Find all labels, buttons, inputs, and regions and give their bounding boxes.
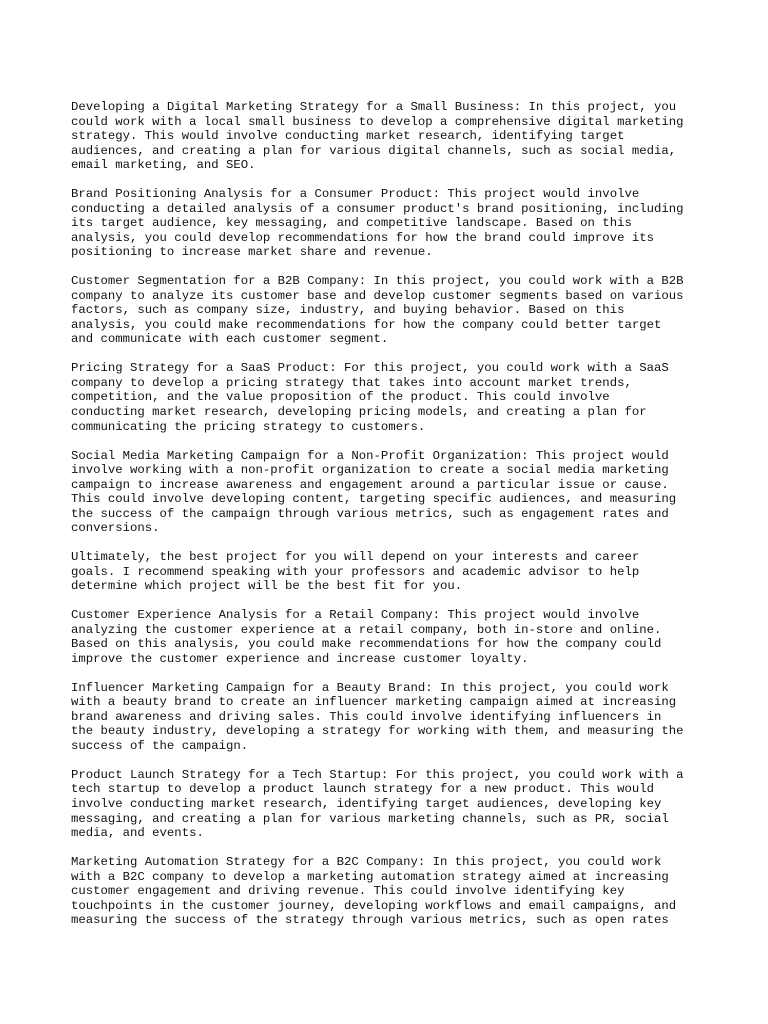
line: goals. I recommend speaking with your professors and academic advisor to help — [71, 564, 640, 579]
paragraph-marketing-automation — [71, 855, 711, 928]
line: improve the customer experience and increase customer loyalty. — [71, 651, 529, 666]
line: touchpoints in the customer journey, developing workflows and email campaigns, and — [71, 898, 677, 913]
line: and communicate with each customer segment. — [71, 332, 389, 347]
line: conducting market research, developing pricing models, and creating a plan for — [71, 405, 647, 420]
line: Influencer Marketing Campaign for a Beauty Brand: In this project, you could work — [71, 680, 669, 695]
line: strategy. This would involve conducting market research, identifying target — [71, 129, 625, 144]
line: communicating the pricing strategy to customers. — [71, 419, 426, 434]
line: conducting a detailed analysis of a consumer product's brand positioning, including — [71, 201, 684, 216]
paragraph-digital-marketing-strategy — [71, 100, 711, 173]
line: Pricing Strategy for a SaaS Product: For this project, you could work with a SaaS — [71, 361, 669, 376]
line: Developing a Digital Marketing Strategy for a Small Business: In this project, you — [71, 100, 677, 114]
line: with a B2C company to develop a marketing automation strategy aimed at increasing — [71, 869, 669, 884]
line: tech startup to develop a product launch strategy for a new product. This would — [71, 782, 654, 797]
line: conversions. — [71, 521, 160, 536]
line: analysis, you could make recommendations for how the company could better target — [71, 317, 662, 332]
line: determine which project will be the best fit for you. — [71, 579, 463, 594]
line: audiences, and creating a plan for various digital channels, such as social media, — [71, 143, 677, 158]
line: the beauty industry, developing a strategy for working with them, and measuring the — [71, 724, 684, 739]
line: Customer Experience Analysis for a Retail Company: This project would involve — [71, 608, 640, 623]
paragraph-brand-positioning — [71, 187, 711, 260]
line: its target audience, key messaging, and competitive landscape. Based on this — [71, 216, 632, 231]
line: analysis, you could develop recommendations for how the brand could improve its — [71, 230, 654, 245]
line: media, and events. — [71, 826, 204, 841]
line: Product Launch Strategy for a Tech Startup: For this project, you could work with a — [71, 767, 684, 782]
line: competition, and the value proposition of the product. This could involve — [71, 390, 610, 405]
paragraph-social-media-campaign — [71, 449, 711, 536]
line: positioning to increase market share and revenue. — [71, 245, 433, 260]
paragraph-influencer-campaign — [71, 681, 711, 754]
line: company to develop a pricing strategy that takes into account market trends, — [71, 375, 632, 390]
line: Marketing Automation Strategy for a B2C Company: In this project, you could work — [71, 855, 662, 870]
line: This could involve developing content, targeting specific audiences, and measuring — [71, 492, 677, 507]
line: involve conducting market research, identifying target audiences, developing key — [71, 797, 662, 811]
paragraph-conclusion — [71, 550, 711, 594]
line: brand awareness and driving sales. This could involve identifying influencers in — [71, 709, 662, 724]
paragraph-customer-segmentation — [71, 274, 711, 347]
line: email marketing, and SEO. — [71, 158, 256, 173]
line: with a beauty brand to create an influencer marketing campaign aimed at increasing — [71, 695, 677, 710]
line: factors, such as company size, industry, and buying behavior. Based on this — [71, 303, 625, 318]
line: Ultimately, the best project for you will depend on your interests and career — [71, 550, 640, 565]
line: success of the campaign. — [71, 738, 249, 753]
line: company to analyze its customer base and develop customer segments based on various — [71, 288, 684, 303]
paragraph-product-launch — [71, 768, 711, 841]
document-page — [71, 100, 711, 942]
paragraph-customer-experience — [71, 608, 711, 666]
line: Based on this analysis, you could make recommendations for how the company could — [71, 637, 662, 652]
paragraph-pricing-strategy — [71, 361, 711, 434]
line: the success of the campaign through various metrics, such as engagement rates and — [71, 506, 669, 521]
line: Brand Positioning Analysis for a Consumer Product: This project would involve — [71, 187, 640, 202]
line: analyzing the customer experience at a retail company, both in-store and online. — [71, 622, 662, 637]
line: campaign to increase awareness and engagement around a particular issue or cause. — [71, 477, 669, 492]
line: customer engagement and driving revenue. This could involve identifying key — [71, 884, 625, 899]
line: messaging, and creating a plan for various marketing channels, such as PR, social — [71, 811, 669, 826]
line: Social Media Marketing Campaign for a Non-Profit Organization: This project would — [71, 448, 669, 463]
line: involve working with a non-profit organization to create a social media marketing — [71, 463, 669, 478]
line: could work with a local small business to develop a comprehensive digital marketing — [71, 114, 684, 129]
line: measuring the success of the strategy through various metrics, such as open rates — [71, 913, 669, 928]
line: Customer Segmentation for a B2B Company: In this project, you could work with a B2B — [71, 274, 684, 289]
